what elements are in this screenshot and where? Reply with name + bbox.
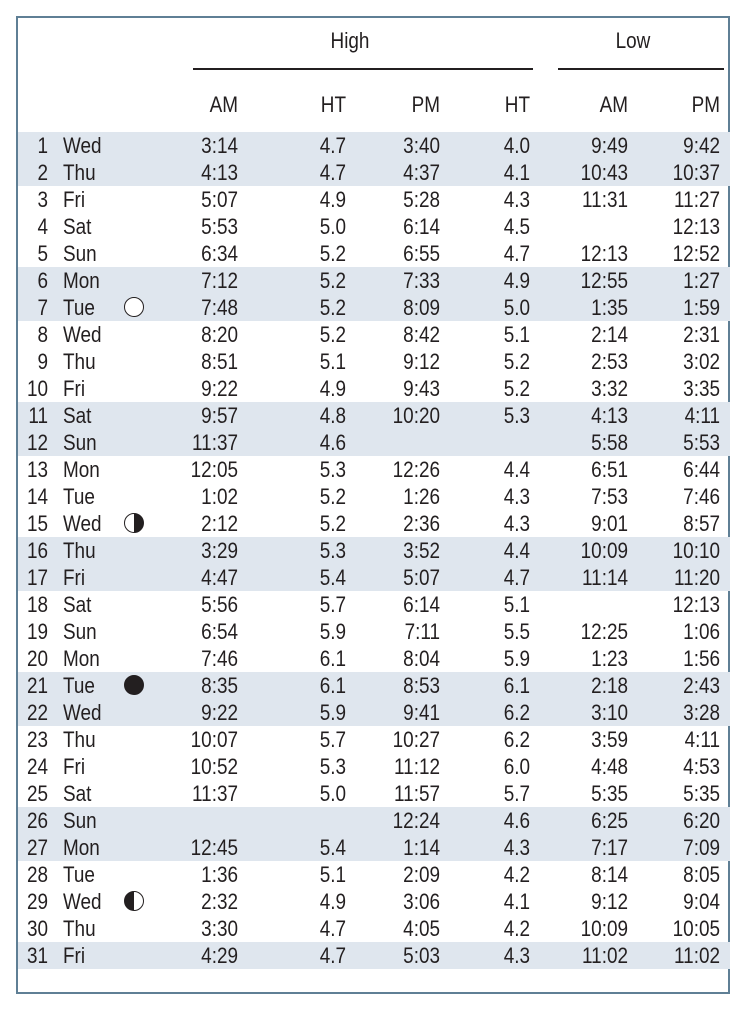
high-pm-time: 7:11 bbox=[404, 619, 440, 644]
high-am-time: 7:48 bbox=[201, 295, 238, 320]
low-pm-time: 5:35 bbox=[683, 781, 720, 806]
high-pm-height: 6.1 bbox=[503, 673, 530, 698]
high-am-time: 7:46 bbox=[201, 646, 238, 671]
high-am-time: 12:45 bbox=[190, 835, 238, 860]
day-number: 16 bbox=[26, 538, 48, 563]
day-of-week: Wed bbox=[63, 511, 102, 536]
day-number: 14 bbox=[26, 484, 48, 509]
high-pm-height: 4.6 bbox=[503, 808, 530, 833]
day-number: 19 bbox=[26, 619, 48, 644]
day-number: 2 bbox=[37, 160, 48, 185]
high-am-time: 10:07 bbox=[190, 727, 238, 752]
day-of-week: Sun bbox=[63, 430, 97, 455]
low-pm-time: 12:52 bbox=[672, 241, 720, 266]
high-pm-height: 4.0 bbox=[503, 133, 530, 158]
day-of-week: Fri bbox=[63, 565, 86, 590]
low-pm-time: 8:57 bbox=[683, 511, 720, 536]
low-pm-time: 6:44 bbox=[683, 457, 720, 482]
table-row bbox=[18, 267, 730, 294]
high-pm-time: 2:09 bbox=[403, 862, 440, 887]
high-pm-time: 8:53 bbox=[403, 673, 440, 698]
day-of-week: Thu bbox=[63, 727, 96, 752]
high-am-height: 4.7 bbox=[319, 160, 346, 185]
table-row bbox=[18, 888, 730, 915]
low-pm-time: 1:59 bbox=[683, 295, 720, 320]
high-pm-time: 5:03 bbox=[403, 943, 440, 968]
high-am-height: 5.3 bbox=[319, 754, 346, 779]
table-row bbox=[18, 510, 730, 537]
high-pm-time: 8:09 bbox=[403, 295, 440, 320]
high-am-height: 5.0 bbox=[319, 781, 346, 806]
day-number: 26 bbox=[26, 808, 48, 833]
table-row bbox=[18, 672, 730, 699]
table-row bbox=[18, 807, 730, 834]
low-pm-time: 10:10 bbox=[672, 538, 720, 563]
high-pm-height: 4.2 bbox=[503, 862, 530, 887]
day-of-week: Wed bbox=[63, 700, 102, 725]
day-of-week: Thu bbox=[63, 538, 96, 563]
low-am-time: 2:53 bbox=[591, 349, 628, 374]
high-pm-time: 10:27 bbox=[392, 727, 440, 752]
high-am-time: 1:36 bbox=[201, 862, 238, 887]
high-pm-height: 4.3 bbox=[503, 511, 530, 536]
low-am-time: 7:53 bbox=[591, 484, 628, 509]
low-pm-time: 3:02 bbox=[683, 349, 720, 374]
low-am-time: 3:59 bbox=[591, 727, 628, 752]
high-am-height: 5.7 bbox=[319, 727, 346, 752]
low-pm-time: 12:13 bbox=[672, 214, 720, 239]
low-am-time: 1:35 bbox=[591, 295, 628, 320]
high-am-height: 5.2 bbox=[319, 484, 346, 509]
table-row bbox=[18, 402, 730, 429]
low-pm-time: 7:46 bbox=[683, 484, 720, 509]
low-am-time: 12:25 bbox=[580, 619, 628, 644]
high-am-height: 5.4 bbox=[319, 565, 346, 590]
low-pm-time: 10:37 bbox=[672, 160, 720, 185]
day-number: 6 bbox=[37, 268, 48, 293]
day-number: 31 bbox=[26, 943, 48, 968]
high-pm-time: 10:20 bbox=[392, 403, 440, 428]
low-pm-time: 7:09 bbox=[683, 835, 720, 860]
day-of-week: Thu bbox=[63, 916, 96, 941]
low-am-time: 4:13 bbox=[591, 403, 628, 428]
high-group-rule bbox=[193, 68, 533, 70]
table-row bbox=[18, 699, 730, 726]
low-am-time: 5:35 bbox=[591, 781, 628, 806]
high-am-height: 6.1 bbox=[319, 646, 346, 671]
table-row bbox=[18, 294, 730, 321]
high-am-time: 11:37 bbox=[192, 781, 238, 806]
high-pm-time: 9:43 bbox=[403, 376, 440, 401]
high-pm-height: 4.1 bbox=[503, 889, 530, 914]
high-am-height: 5.0 bbox=[319, 214, 346, 239]
low-group-label: Low bbox=[615, 28, 651, 53]
table-row bbox=[18, 834, 730, 861]
high-pm-height: 5.0 bbox=[503, 295, 530, 320]
high-am-time: 7:12 bbox=[201, 268, 238, 293]
high-am-time: 9:22 bbox=[201, 376, 238, 401]
high-am-time: 3:29 bbox=[201, 538, 238, 563]
high-am-height: 5.1 bbox=[319, 862, 346, 887]
low-am-time: 10:43 bbox=[580, 160, 628, 185]
day-number: 28 bbox=[26, 862, 48, 887]
tide-rows bbox=[18, 132, 730, 969]
day-number: 3 bbox=[37, 187, 48, 212]
high-am-time: 9:57 bbox=[201, 403, 238, 428]
low-pm-time: 11:20 bbox=[674, 565, 720, 590]
low-am-time: 4:48 bbox=[591, 754, 628, 779]
day-of-week: Sat bbox=[63, 214, 92, 239]
table-row bbox=[18, 645, 730, 672]
low-am-time: 6:25 bbox=[591, 808, 628, 833]
col-header-low-pm: PM bbox=[691, 92, 720, 117]
high-pm-height: 6.2 bbox=[503, 727, 530, 752]
table-row bbox=[18, 186, 730, 213]
day-of-week: Sun bbox=[63, 808, 97, 833]
day-of-week: Wed bbox=[63, 322, 102, 347]
high-am-time: 8:35 bbox=[201, 673, 238, 698]
low-pm-time: 1:56 bbox=[683, 646, 720, 671]
high-am-time: 5:56 bbox=[201, 592, 238, 617]
table-row bbox=[18, 375, 730, 402]
low-am-time: 3:32 bbox=[591, 376, 628, 401]
low-pm-time: 11:27 bbox=[674, 187, 720, 212]
table-row bbox=[18, 159, 730, 186]
high-group-label: High bbox=[330, 28, 370, 53]
high-am-time: 2:12 bbox=[201, 511, 238, 536]
high-pm-time: 8:42 bbox=[403, 322, 440, 347]
low-pm-time: 8:05 bbox=[683, 862, 720, 887]
high-am-time: 1:02 bbox=[201, 484, 238, 509]
high-pm-height: 5.5 bbox=[503, 619, 530, 644]
low-am-time: 1:23 bbox=[591, 646, 628, 671]
low-pm-time: 4:11 bbox=[684, 403, 720, 428]
col-header-high-am: AM bbox=[209, 92, 238, 117]
high-am-height: 5.1 bbox=[319, 349, 346, 374]
day-of-week: Tue bbox=[63, 673, 95, 698]
high-am-height: 4.8 bbox=[319, 403, 346, 428]
day-of-week: Sat bbox=[63, 781, 92, 806]
high-am-height: 5.2 bbox=[319, 241, 346, 266]
day-number: 18 bbox=[26, 592, 48, 617]
table-row bbox=[18, 861, 730, 888]
day-number: 9 bbox=[37, 349, 48, 374]
high-am-height: 5.2 bbox=[319, 322, 346, 347]
high-am-time: 6:54 bbox=[201, 619, 238, 644]
high-pm-time: 3:06 bbox=[403, 889, 440, 914]
day-of-week: Mon bbox=[63, 268, 100, 293]
high-am-height: 5.7 bbox=[319, 592, 346, 617]
high-pm-height: 5.9 bbox=[503, 646, 530, 671]
high-am-time: 12:05 bbox=[190, 457, 238, 482]
table-row bbox=[18, 915, 730, 942]
high-pm-height: 5.2 bbox=[503, 349, 530, 374]
high-pm-time: 8:04 bbox=[403, 646, 440, 671]
high-pm-time: 1:14 bbox=[403, 835, 440, 860]
low-am-time: 10:09 bbox=[580, 916, 628, 941]
high-am-time: 4:13 bbox=[201, 160, 238, 185]
high-am-height: 4.9 bbox=[319, 376, 346, 401]
high-pm-height: 4.7 bbox=[503, 565, 530, 590]
low-group-rule bbox=[558, 68, 724, 70]
table-row bbox=[18, 564, 730, 591]
day-of-week: Fri bbox=[63, 943, 86, 968]
high-pm-height: 4.1 bbox=[503, 160, 530, 185]
last-quarter-moon-icon bbox=[124, 513, 144, 533]
table-row bbox=[18, 132, 730, 159]
day-number: 24 bbox=[26, 754, 48, 779]
high-pm-time: 5:28 bbox=[403, 187, 440, 212]
high-pm-time: 4:05 bbox=[403, 916, 440, 941]
table-row bbox=[18, 618, 730, 645]
day-number: 30 bbox=[26, 916, 48, 941]
low-am-time: 9:01 bbox=[591, 511, 628, 536]
high-pm-time: 3:40 bbox=[403, 133, 440, 158]
table-row bbox=[18, 483, 730, 510]
low-pm-time: 12:13 bbox=[672, 592, 720, 617]
day-number: 27 bbox=[26, 835, 48, 860]
high-pm-time: 12:26 bbox=[392, 457, 440, 482]
first-quarter-moon-icon bbox=[124, 891, 144, 911]
col-header-high-ht1: HT bbox=[320, 92, 346, 117]
day-of-week: Sat bbox=[63, 403, 92, 428]
high-pm-height: 4.3 bbox=[503, 187, 530, 212]
high-pm-height: 4.4 bbox=[503, 457, 530, 482]
day-of-week: Thu bbox=[63, 349, 96, 374]
high-pm-height: 5.2 bbox=[503, 376, 530, 401]
high-pm-height: 5.1 bbox=[503, 322, 530, 347]
low-pm-time: 10:05 bbox=[672, 916, 720, 941]
low-pm-time: 2:43 bbox=[683, 673, 720, 698]
high-pm-time: 4:37 bbox=[403, 160, 440, 185]
table-row bbox=[18, 726, 730, 753]
high-pm-time: 3:52 bbox=[403, 538, 440, 563]
day-number: 8 bbox=[37, 322, 48, 347]
low-am-time: 8:14 bbox=[591, 862, 628, 887]
high-am-time: 9:22 bbox=[201, 700, 238, 725]
low-am-time: 9:49 bbox=[591, 133, 628, 158]
day-number: 21 bbox=[26, 673, 48, 698]
high-pm-time: 2:36 bbox=[403, 511, 440, 536]
day-of-week: Fri bbox=[63, 376, 86, 401]
day-number: 15 bbox=[26, 511, 48, 536]
high-pm-height: 4.5 bbox=[503, 214, 530, 239]
high-pm-time: 11:57 bbox=[394, 781, 440, 806]
high-pm-height: 6.0 bbox=[503, 754, 530, 779]
low-am-time: 9:12 bbox=[591, 889, 628, 914]
low-am-time: 2:18 bbox=[591, 673, 628, 698]
col-header-high-ht2: HT bbox=[504, 92, 530, 117]
day-number: 13 bbox=[26, 457, 48, 482]
day-number: 4 bbox=[37, 214, 48, 239]
high-pm-height: 4.2 bbox=[503, 916, 530, 941]
low-pm-time: 3:28 bbox=[683, 700, 720, 725]
day-of-week: Tue bbox=[63, 862, 95, 887]
day-number: 11 bbox=[28, 403, 48, 428]
high-am-time: 5:53 bbox=[201, 214, 238, 239]
high-am-time: 2:32 bbox=[201, 889, 238, 914]
day-of-week: Mon bbox=[63, 457, 100, 482]
low-am-time: 7:17 bbox=[591, 835, 628, 860]
day-of-week: Sun bbox=[63, 241, 97, 266]
low-am-time: 11:02 bbox=[582, 943, 628, 968]
high-pm-height: 4.7 bbox=[503, 241, 530, 266]
low-pm-time: 5:53 bbox=[683, 430, 720, 455]
high-pm-time: 9:41 bbox=[403, 700, 440, 725]
table-row bbox=[18, 429, 730, 456]
low-pm-time: 9:42 bbox=[683, 133, 720, 158]
day-of-week: Tue bbox=[63, 484, 95, 509]
low-am-time: 5:58 bbox=[591, 430, 628, 455]
table-row bbox=[18, 753, 730, 780]
high-am-height: 5.2 bbox=[319, 295, 346, 320]
low-am-time: 2:14 bbox=[591, 322, 628, 347]
day-number: 25 bbox=[26, 781, 48, 806]
high-am-height: 5.3 bbox=[319, 457, 346, 482]
low-am-time: 11:31 bbox=[582, 187, 628, 212]
day-of-week: Wed bbox=[63, 133, 102, 158]
day-number: 20 bbox=[26, 646, 48, 671]
col-header-high-pm: PM bbox=[411, 92, 440, 117]
high-am-height: 5.2 bbox=[319, 511, 346, 536]
high-pm-time: 9:12 bbox=[403, 349, 440, 374]
high-am-height: 4.7 bbox=[319, 943, 346, 968]
high-pm-height: 6.2 bbox=[503, 700, 530, 725]
day-of-week: Thu bbox=[63, 160, 96, 185]
high-pm-time: 6:55 bbox=[403, 241, 440, 266]
day-number: 7 bbox=[37, 295, 48, 320]
high-pm-height: 5.7 bbox=[503, 781, 530, 806]
full-moon-icon bbox=[124, 297, 144, 317]
table-row bbox=[18, 321, 730, 348]
day-of-week: Mon bbox=[63, 835, 100, 860]
low-pm-time: 4:53 bbox=[683, 754, 720, 779]
high-am-height: 5.2 bbox=[319, 268, 346, 293]
day-number: 12 bbox=[26, 430, 48, 455]
high-pm-time: 6:14 bbox=[403, 214, 440, 239]
high-am-height: 4.6 bbox=[319, 430, 346, 455]
day-of-week: Sat bbox=[63, 592, 92, 617]
low-pm-time: 4:11 bbox=[684, 727, 720, 752]
high-pm-height: 5.1 bbox=[503, 592, 530, 617]
high-pm-height: 4.4 bbox=[503, 538, 530, 563]
low-am-time: 11:14 bbox=[582, 565, 628, 590]
high-am-time: 8:20 bbox=[201, 322, 238, 347]
low-am-time: 12:13 bbox=[580, 241, 628, 266]
table-row bbox=[18, 456, 730, 483]
high-pm-time: 5:07 bbox=[403, 565, 440, 590]
high-am-time: 3:14 bbox=[201, 133, 238, 158]
high-am-time: 6:34 bbox=[201, 241, 238, 266]
low-pm-time: 3:35 bbox=[683, 376, 720, 401]
high-am-height: 5.9 bbox=[319, 700, 346, 725]
high-am-height: 5.3 bbox=[319, 538, 346, 563]
low-pm-time: 9:04 bbox=[683, 889, 720, 914]
high-am-time: 11:37 bbox=[192, 430, 238, 455]
high-am-height: 4.9 bbox=[319, 889, 346, 914]
table-row bbox=[18, 348, 730, 375]
day-number: 10 bbox=[26, 376, 48, 401]
high-am-height: 5.9 bbox=[319, 619, 346, 644]
table-row bbox=[18, 780, 730, 807]
high-pm-time: 1:26 bbox=[403, 484, 440, 509]
day-of-week: Mon bbox=[63, 646, 100, 671]
low-pm-time: 11:02 bbox=[674, 943, 720, 968]
high-am-time: 10:52 bbox=[190, 754, 238, 779]
low-am-time: 10:09 bbox=[580, 538, 628, 563]
table-row bbox=[18, 591, 730, 618]
low-pm-time: 1:06 bbox=[683, 619, 720, 644]
high-am-height: 4.7 bbox=[319, 916, 346, 941]
day-of-week: Fri bbox=[63, 187, 86, 212]
high-pm-time: 7:33 bbox=[403, 268, 440, 293]
low-pm-time: 6:20 bbox=[683, 808, 720, 833]
low-pm-time: 2:31 bbox=[683, 322, 720, 347]
high-am-height: 4.9 bbox=[319, 187, 346, 212]
high-am-time: 4:47 bbox=[201, 565, 238, 590]
high-am-time: 8:51 bbox=[201, 349, 238, 374]
low-am-time: 3:10 bbox=[591, 700, 628, 725]
day-of-week: Tue bbox=[63, 295, 95, 320]
new-moon-icon bbox=[124, 675, 144, 695]
high-pm-height: 4.9 bbox=[503, 268, 530, 293]
col-header-low-am: AM bbox=[599, 92, 628, 117]
low-pm-time: 1:27 bbox=[683, 268, 720, 293]
high-am-time: 3:30 bbox=[201, 916, 238, 941]
day-number: 23 bbox=[26, 727, 48, 752]
high-am-height: 5.4 bbox=[319, 835, 346, 860]
high-pm-height: 4.3 bbox=[503, 484, 530, 509]
high-am-time: 5:07 bbox=[201, 187, 238, 212]
table-row bbox=[18, 537, 730, 564]
table-row bbox=[18, 942, 730, 969]
low-am-time: 6:51 bbox=[591, 457, 628, 482]
day-number: 5 bbox=[37, 241, 48, 266]
table-row bbox=[18, 213, 730, 240]
high-am-height: 4.7 bbox=[319, 133, 346, 158]
high-pm-time: 12:24 bbox=[392, 808, 440, 833]
high-am-height: 6.1 bbox=[319, 673, 346, 698]
day-of-week: Fri bbox=[63, 754, 86, 779]
day-number: 29 bbox=[26, 889, 48, 914]
high-pm-time: 11:12 bbox=[394, 754, 440, 779]
day-number: 1 bbox=[37, 133, 48, 158]
table-row bbox=[18, 240, 730, 267]
high-pm-height: 4.3 bbox=[503, 943, 530, 968]
high-am-time: 4:29 bbox=[201, 943, 238, 968]
day-number: 22 bbox=[26, 700, 48, 725]
day-of-week: Wed bbox=[63, 889, 102, 914]
day-number: 17 bbox=[26, 565, 48, 590]
high-pm-time: 6:14 bbox=[403, 592, 440, 617]
high-pm-height: 4.3 bbox=[503, 835, 530, 860]
low-am-time: 12:55 bbox=[580, 268, 628, 293]
high-pm-height: 5.3 bbox=[503, 403, 530, 428]
day-of-week: Sun bbox=[63, 619, 97, 644]
